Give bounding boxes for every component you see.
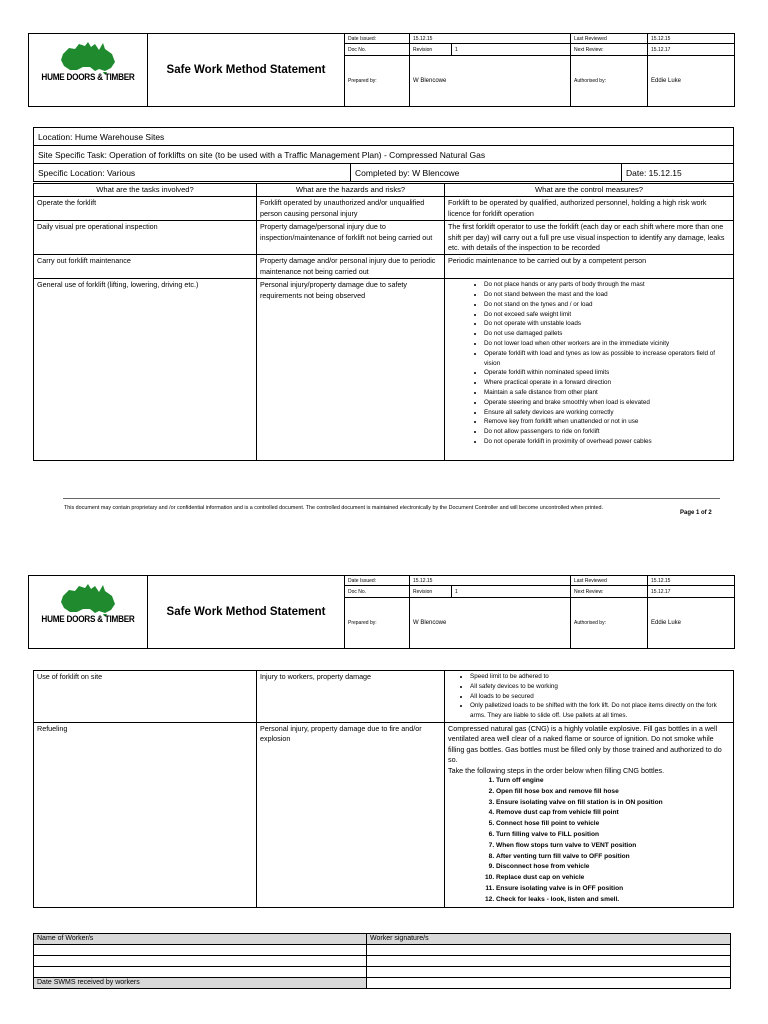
document-header-2 xyxy=(28,575,735,649)
control-measure-item: • Ensure all safety devices are working correctly xyxy=(484,408,730,418)
refueling-step-item: 7. When flow stops turn valve to VENT position xyxy=(496,841,730,852)
refueling-step-item: 5. Connect hose fill point to vehicle xyxy=(496,819,730,830)
control-measure-item: • Do not exceed safe weight limit xyxy=(484,310,730,320)
specific-location: Specific Location: Various xyxy=(34,164,351,182)
prepared-by-label: Prepared by: xyxy=(345,56,410,107)
company-logo xyxy=(29,34,148,107)
worker-name-header: Name of Worker/s xyxy=(34,934,367,945)
authorised-by-value: Eddie Luke xyxy=(648,56,735,107)
task-cell: Operate the forklift xyxy=(34,197,257,221)
next-review-value: 15.12.17 xyxy=(648,44,735,56)
control-measures-list xyxy=(448,672,730,721)
prepared-by-value: W Blencowe xyxy=(410,56,571,107)
company-name: HUME DOORS & TIMBER xyxy=(41,72,135,83)
company-name: HUME DOORS & TIMBER xyxy=(41,614,135,625)
task-cell: Use of forklift on site xyxy=(34,671,257,723)
column-header-controls: What are the control measures? xyxy=(445,184,734,197)
control-cell: Forklift to be operated by qualified, authorized personnel, holding a high risk work licence for forklift operation xyxy=(445,197,734,221)
date-issued-label: Date Issued: xyxy=(345,34,410,44)
control-measure-item: • Do not allow passengers to ride on forklift xyxy=(484,427,730,437)
revision-label: Revision xyxy=(410,586,452,598)
control-measure-item: • Do not operate forklift in proximity of overhead power cables xyxy=(484,437,730,447)
date-issued-label: Date Issued: xyxy=(345,576,410,586)
document-title: Safe Work Method Statement xyxy=(148,34,345,107)
prepared-by-label: Prepared by: xyxy=(345,598,410,649)
control-cell: The first forklift operator to use the forklift (each day or each shift where more than one shift per day) will carry out a full pre use visual inspection to identify any damage, leaks etc. with details of the inspection to be recorded xyxy=(445,221,734,255)
control-measure-item: • Do not stand on the tynes and / or load xyxy=(484,300,730,310)
refueling-step-item: 1. Turn off engine xyxy=(496,776,730,787)
completed-by: Completed by: W Blencowe xyxy=(351,164,622,182)
last-reviewed-label: Last Reviewed xyxy=(571,576,648,586)
task-cell: Refueling xyxy=(34,722,257,907)
control-measure-item: • Do not lower load when other workers are in the immediate vicinity xyxy=(484,339,730,349)
refueling-steps-list xyxy=(448,776,730,906)
worker-name-field[interactable] xyxy=(34,956,367,967)
control-cell: Periodic maintenance to be carried out by a competent person xyxy=(445,255,734,279)
worker-signoff-table xyxy=(33,933,731,989)
worker-name-field[interactable] xyxy=(34,945,367,956)
worker-signature-field[interactable] xyxy=(367,956,731,967)
control-measure-item: • Where practical operate in a forward direction xyxy=(484,378,730,388)
prepared-by-value: W Blencowe xyxy=(410,598,571,649)
refueling-step-item: 12. Check for leaks - look, listen and smell. xyxy=(496,895,730,906)
control-measure-item: • Maintain a safe distance from other plant xyxy=(484,388,730,398)
control-measures-list xyxy=(448,280,730,447)
hazard-cell: Forklift operated by unauthorized and/or unqualified person causing personal injury xyxy=(257,197,445,221)
task-cell: General use of forklift (lifting, lowering, driving etc.) xyxy=(34,279,257,461)
revision-label: Revision xyxy=(410,44,452,56)
control-measure-item: • Operate steering and brake smoothly when load is elevated xyxy=(484,398,730,408)
authorised-by-value: Eddie Luke xyxy=(648,598,735,649)
refueling-steps-intro: Take the following steps in the order below when filling CNG bottles. xyxy=(448,765,665,775)
refueling-intro: Compressed natural gas (CNG) is a highly volatile explosive. Fill gas bottles in a well ventilated area well clear of a naked flame or source of ignition. Do not smoke while filling gas bottles. Gas bottles must be filled only by those trained and authorized to do so. xyxy=(448,723,722,765)
swms-table-page-2 xyxy=(33,670,734,908)
document-title: Safe Work Method Statement xyxy=(148,576,345,649)
next-review-label: Next Review: xyxy=(571,44,648,56)
table-row xyxy=(34,255,734,279)
site-specific-task: Site Specific Task: Operation of forklifts on site (to be used with a Traffic Management Plan) - Compressed Natural Gas xyxy=(34,146,734,164)
document-header-1 xyxy=(28,33,735,107)
hazard-cell: Injury to workers, property damage xyxy=(257,671,445,723)
control-measure-item: • All loads to be secured xyxy=(470,692,730,702)
authorised-by-label: Authorised by: xyxy=(571,56,648,107)
date-received-label: Date SWMS received by workers xyxy=(34,978,367,989)
refueling-step-item: 11. Ensure isolating valve is in OFF position xyxy=(496,884,730,895)
control-measure-item: • Operate forklift within nominated speed limits xyxy=(484,368,730,378)
control-measure-item: • Operate forklift with load and tynes as low as possible to increase operators field of vision xyxy=(484,349,730,369)
worker-signature-field[interactable] xyxy=(367,945,731,956)
refueling-step-item: 6. Turn filling valve to FILL position xyxy=(496,830,730,841)
hazard-cell: Personal injury, property damage due to fire and/or explosion xyxy=(257,722,445,907)
doc-no-label: Doc No. xyxy=(345,586,410,598)
date-received-field[interactable] xyxy=(367,978,731,989)
refueling-step-item: 4. Remove dust cap from vehicle fill point xyxy=(496,808,730,819)
revision-value: 1 xyxy=(452,44,571,56)
control-measure-item: • All safety devices to be working xyxy=(470,682,730,692)
revision-value: 1 xyxy=(452,586,571,598)
next-review-label: Next Review: xyxy=(571,586,648,598)
date-issued-value: 15.12.15 xyxy=(410,34,571,44)
doc-no-label: Doc No. xyxy=(345,44,410,56)
info-date: Date: 15.12.15 xyxy=(622,164,734,182)
table-row xyxy=(34,197,734,221)
control-measure-item: • Only palletized loads to be shifted with the fork lift. Do not place items directly on the fork arms. They are liable to slide off. Use pallets at all times. xyxy=(470,701,730,721)
table-row xyxy=(34,221,734,255)
refueling-step-item: 10. Replace dust cap on vehicle xyxy=(496,873,730,884)
refueling-step-item: 2. Open fill hose box and remove fill hose xyxy=(496,787,730,798)
control-cell xyxy=(445,671,734,723)
control-measure-item: • Remove key from forklift when unattended or not in use xyxy=(484,417,730,427)
refueling-step-item: 3. Ensure isolating valve on fill station is in ON position xyxy=(496,798,730,809)
control-measure-item: • Do not stand between the mast and the load xyxy=(484,290,730,300)
column-header-tasks: What are the tasks involved? xyxy=(34,184,257,197)
task-cell: Carry out forklift maintenance xyxy=(34,255,257,279)
column-header-hazards: What are the hazards and risks? xyxy=(257,184,445,197)
control-measure-item: • Do not use damaged pallets xyxy=(484,329,730,339)
date-issued-value: 15.12.15 xyxy=(410,576,571,586)
hazard-cell: Property damage/personal injury due to inspection/maintenance of forklift not being carried out xyxy=(257,221,445,255)
next-review-value: 15.12.17 xyxy=(648,586,735,598)
company-logo xyxy=(29,576,148,649)
refueling-step-item: 8. After venting turn fill valve to OFF position xyxy=(496,852,730,863)
australia-map-icon xyxy=(57,40,119,74)
control-measure-item: • Do not operate with unstable loads xyxy=(484,319,730,329)
australia-map-icon xyxy=(57,582,119,616)
footer-notice: This document may contain proprietary and /or confidential information and is a controlled document. The controlled document is maintained electronically by the Document Controller and will become uncontrolled when printed. xyxy=(64,505,603,511)
hazard-cell: Property damage and/or personal injury due to periodic maintenance not being carried out xyxy=(257,255,445,279)
task-cell: Daily visual pre operational inspection xyxy=(34,221,257,255)
control-cell xyxy=(445,279,734,461)
task-info xyxy=(33,127,734,182)
last-reviewed-label: Last Reviewed xyxy=(571,34,648,44)
table-row xyxy=(34,722,734,907)
last-reviewed-value: 15.12.15 xyxy=(648,576,735,586)
worker-name-field[interactable] xyxy=(34,967,367,978)
refueling-step-item: 9. Disconnect hose from vehicle xyxy=(496,862,730,873)
control-measure-item: • Speed limit to be adhered to xyxy=(470,672,730,682)
worker-signature-header: Worker signature/s xyxy=(367,934,731,945)
footer-divider xyxy=(63,498,720,499)
location: Location: Hume Warehouse Sites xyxy=(34,128,734,146)
table-row xyxy=(34,671,734,723)
last-reviewed-value: 15.12.15 xyxy=(648,34,735,44)
table-row xyxy=(34,279,734,461)
hazard-cell: Personal injury/property damage due to safety requirements not being observed xyxy=(257,279,445,461)
authorised-by-label: Authorised by: xyxy=(571,598,648,649)
worker-signature-field[interactable] xyxy=(367,967,731,978)
control-measure-item: • Do not place hands or any parts of body through the mast xyxy=(484,280,730,290)
swms-table-page-1 xyxy=(33,183,734,461)
page-number: Page 1 of 2 xyxy=(680,510,712,516)
control-cell xyxy=(445,722,734,907)
